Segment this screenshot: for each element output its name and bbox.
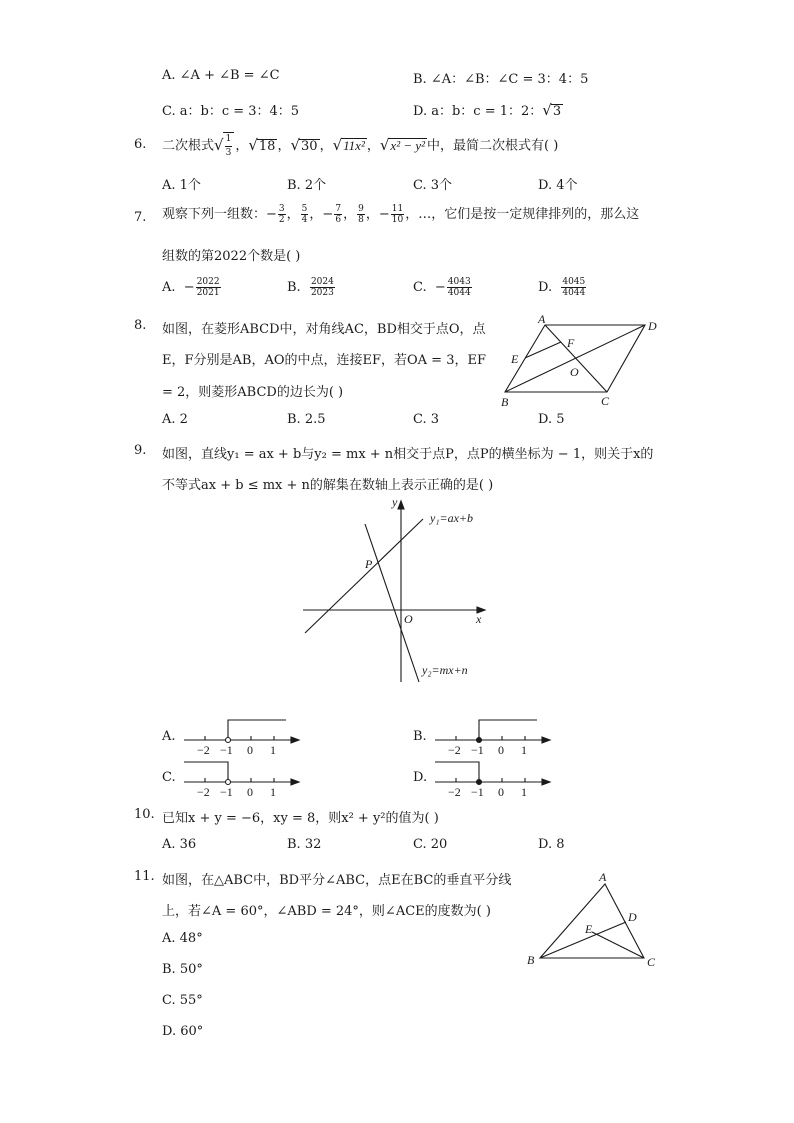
svg-text:1: 1 (521, 743, 527, 755)
q8-rhombus-figure (495, 312, 670, 412)
q8-option-d: D. 5 (538, 412, 565, 427)
q7-option-c: C. − $\frac{4043}{4044}$ (413, 277, 471, 298)
q7-stem-line2: 组数的第2022个数是( ) (162, 249, 301, 264)
label-a: A (599, 870, 607, 884)
q11-stem-line2: 上，若∠A = 60°，∠ABD = 24°，则∠ACE的度数为( ) (162, 904, 491, 919)
q7-stem (162, 203, 639, 227)
q5-option-d: D. a：b：c = 1：2：√3 (413, 101, 562, 119)
y-axis-arrow (398, 501, 404, 509)
q11-option-b: B. 50° (162, 962, 203, 977)
q8-number: 8. (134, 318, 147, 333)
x-axis-label: x (476, 612, 482, 626)
point-p-label: P (365, 557, 373, 571)
q9-option-b-label: B. (413, 729, 427, 744)
q8-stem-line2: E，F分别是AB，AO的中点，连接EF，若OA = 3，EF (162, 353, 486, 368)
q6-radical-4: 11x² (343, 137, 365, 153)
q9-option-d-label: D. (413, 770, 428, 785)
q5-option-d-text: D. a：b：c = 1：2： (413, 104, 543, 119)
q7-option-b: B. $\frac{2024}{2023}$ (287, 277, 334, 298)
q7-seq-fraction: $\frac{5}{4}$ (301, 204, 308, 225)
q7-seq-sign: − (322, 207, 334, 222)
svg-text:0: 0 (247, 743, 253, 755)
q10-number: 10. (134, 807, 155, 822)
q6-option-c: C. 3个 (413, 178, 453, 193)
svg-text:0: 0 (247, 785, 253, 797)
q11-option-a: A. 48° (162, 931, 203, 946)
line-y2 (365, 524, 419, 682)
q6-number: 6. (134, 137, 147, 152)
q5-option-d-radicand: 3 (552, 104, 562, 119)
label-d: D (648, 319, 657, 333)
q9-option-c-label: C. (162, 770, 176, 785)
q5-option-c: C. a：b：c = 3：4：5 (162, 104, 300, 119)
diagonal-bd (505, 325, 645, 392)
label-c: C (647, 955, 656, 969)
label-a: A (538, 312, 546, 326)
svg-text:−1: −1 (220, 785, 233, 797)
label-b: B (527, 953, 535, 967)
label-d: D (628, 910, 637, 924)
q8-option-c: C. 3 (413, 412, 440, 427)
q6-stem: 二次根式√ $\frac{1}{3}$ ，√18 ，√30 ，√11x² ，√x² − y² 中，最简二次根式有( ) (162, 134, 559, 158)
q9-stem-line2: 不等式ax + b ≤ mx + n的解集在数轴上表示正确的是( ) (162, 478, 494, 493)
q10-option-a: A. 36 (162, 837, 197, 852)
q7-option-d: D. $\frac{4045}{4044}$ (538, 277, 586, 298)
svg-text:0: 0 (498, 785, 504, 797)
q11-number: 11. (134, 869, 155, 884)
q9-numberline-b (431, 715, 556, 755)
label-o: O (570, 365, 579, 379)
q6-option-d: D. 4个 (538, 178, 578, 193)
q6-option-b: B. 2个 (287, 178, 327, 193)
q9-numberline-a (180, 715, 305, 755)
q7-sequence: − $\frac{3}{2}$ ， $\frac{5}{4}$ ，− $\frac{7}{6}$ ， $\frac{9}{8}$ ，− $\frac{11}{10}$ (266, 204, 404, 225)
svg-text:−2: −2 (448, 785, 461, 797)
q6-radical-3: 30 (301, 138, 318, 154)
label-e: E (511, 352, 519, 366)
q8-option-b: B. 2.5 (287, 412, 326, 427)
q9-numberline-d (431, 757, 556, 797)
origin-label: O (404, 612, 413, 626)
q9-option-a-label: A. (162, 729, 176, 744)
svg-text:−1: −1 (471, 785, 484, 797)
q11-stem-line1: 如图，在△ABC中，BD平分∠ABC，点E在BC的垂直平分线 (162, 873, 512, 888)
q5-option-b: B. ∠A：∠B：∠C = 3：4：5 (413, 72, 589, 87)
q7-stem-suffix: ，…，它们是按一定规律排列的，那么这 (405, 207, 640, 222)
q10-stem: 已知x + y = −6，xy = 8，则x² + y²的值为( ) (162, 811, 439, 826)
q7-seq-fraction: $\frac{7}{6}$ (335, 204, 342, 225)
q9-number: 9. (134, 443, 147, 458)
q10-option-c: C. 20 (413, 837, 448, 852)
q8-option-a: A. 2 (162, 412, 188, 427)
q7-seq-fraction: $\frac{9}{8}$ (358, 204, 364, 225)
q6-radical-2: 18 (258, 138, 276, 154)
q11-triangle-figure (522, 866, 667, 974)
q8-stem-line3: = 2，则菱形ABCD的边长为( ) (162, 385, 344, 400)
svg-text:0: 0 (498, 743, 504, 755)
q7-seq-sign: − (266, 207, 277, 222)
segment-bd (540, 922, 626, 958)
q6-stem-prefix: 二次根式 (162, 138, 215, 154)
q6-option-a: A. 1个 (162, 178, 201, 193)
svg-text:1: 1 (270, 743, 276, 755)
q7-seq-fraction: $\frac{11}{10}$ (391, 204, 404, 225)
y-axis-label: y (392, 495, 398, 509)
q6-radical-1: $\frac{1}{3}$ (223, 132, 235, 160)
q9-stem-line1: 如图，直线y₁ = ax + b与y₂ = mx + n相交于点P，点P的横坐标为 − 1，则关于x的 (162, 447, 654, 462)
svg-text:−2: −2 (448, 743, 461, 755)
q8-stem-line1: 如图，在菱形ABCD中，对角线AC，BD相交于点O，点 (162, 322, 486, 337)
label-b: B (501, 395, 509, 409)
svg-text:−1: −1 (471, 743, 484, 755)
q7-stem-prefix: 观察下列一组数： (162, 207, 267, 222)
q9-coordinate-graph (295, 492, 505, 692)
svg-text:1: 1 (521, 785, 527, 797)
q9-numberline-c (180, 757, 305, 797)
svg-text:−1: −1 (220, 743, 233, 755)
q7-seq-fraction: $\frac{3}{2}$ (278, 204, 285, 225)
svg-text:−2: −2 (197, 743, 210, 755)
q7-seq-sign: − (378, 207, 390, 222)
segment-ce (592, 932, 644, 958)
label-e: E (585, 922, 593, 936)
q11-option-c: C. 55° (162, 993, 203, 1008)
q7-number: 7. (134, 210, 147, 225)
q10-option-b: B. 32 (287, 837, 322, 852)
q5-option-a: A. ∠A + ∠B = ∠C (162, 68, 280, 83)
q10-option-d: D. 8 (538, 837, 565, 852)
q7-option-a: A. − $\frac{2022}{2021}$ (162, 277, 220, 298)
q11-option-d: D. 60° (162, 1024, 204, 1039)
svg-text:1: 1 (270, 785, 276, 797)
q6-radical-5: x² − y² (390, 137, 426, 153)
q6-stem-suffix: 中，最简二次根式有( ) (427, 138, 559, 154)
label-f: F (567, 336, 575, 350)
svg-text:−2: −2 (197, 785, 210, 797)
label-c: C (601, 394, 610, 408)
line-y1-label: y₁=ax+b (430, 511, 474, 525)
line-y2-label: y₂=mx+n (422, 663, 468, 677)
